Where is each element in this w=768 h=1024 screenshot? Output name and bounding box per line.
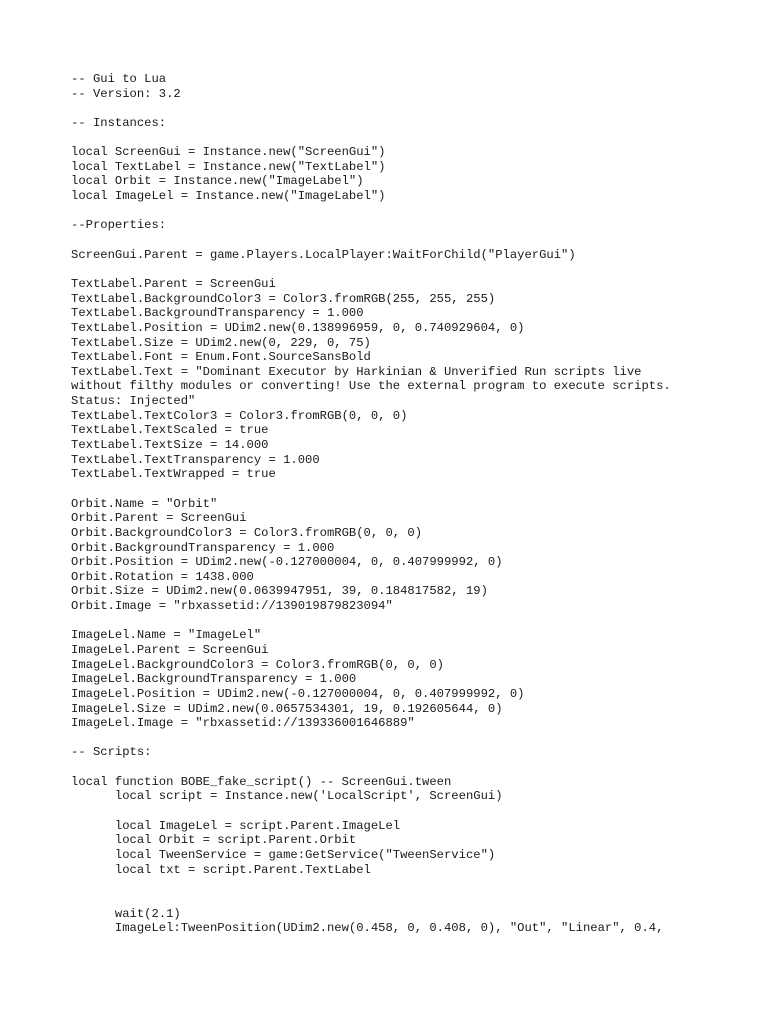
code-line: TextLabel.Size = UDim2.new(0, 229, 0, 75) (71, 335, 371, 350)
code-line (71, 804, 761, 819)
code-line: ImageLel.Name = "ImageLel" (71, 628, 262, 643)
code-line: Status: Injected" (71, 394, 196, 409)
code-line (71, 614, 761, 629)
code-line: ImageLel.Image = "rbxassetid://139336001646889" (71, 716, 415, 731)
code-line: ImageLel:TweenPosition(UDim2.new(0.458, 0, 0.408, 0), "Out", "Linear", 0.4, (71, 921, 664, 936)
code-line (71, 101, 761, 116)
code-line: -- Version: 3.2 (71, 86, 181, 101)
code-line: TextLabel.TextColor3 = Color3.fromRGB(0, 0, 0) (71, 408, 408, 423)
code-line: Orbit.Rotation = 1438.000 (71, 569, 254, 584)
code-line: TextLabel.Position = UDim2.new(0.138996959, 0, 0.740929604, 0) (71, 320, 525, 335)
code-line (71, 262, 761, 277)
code-line: ScreenGui.Parent = game.Players.LocalPlayer:WaitForChild("PlayerGui") (71, 247, 576, 262)
code-line: --Properties: (71, 218, 167, 233)
code-line: local txt = script.Parent.TextLabel (71, 862, 371, 877)
code-line: ImageLel.Size = UDim2.new(0.0657534301, 19, 0.192605644, 0) (71, 701, 503, 716)
code-line: -- Instances: (71, 115, 167, 130)
code-line: TextLabel.TextSize = 14.000 (71, 438, 269, 453)
code-line: TextLabel.TextTransparency = 1.000 (71, 452, 320, 467)
lua-code-listing (71, 72, 761, 936)
code-line: wait(2.1) (71, 906, 181, 921)
code-line: TextLabel.Text = "Dominant Executor by Harkinian & Unverified Run scripts live (71, 364, 642, 379)
code-line: local Orbit = script.Parent.Orbit (71, 833, 357, 848)
code-line: -- Gui to Lua (71, 72, 167, 86)
code-line: -- Scripts: (71, 745, 152, 760)
code-line: local ImageLel = script.Parent.ImageLel (71, 818, 401, 833)
code-line: TextLabel.Parent = ScreenGui (71, 276, 276, 291)
code-line (71, 233, 761, 248)
code-line: Orbit.Position = UDim2.new(-0.127000004, 0, 0.407999992, 0) (71, 555, 503, 570)
code-line: ImageLel.BackgroundTransparency = 1.000 (71, 672, 357, 687)
code-line: local TextLabel = Instance.new("TextLabel") (71, 159, 386, 174)
code-line: ImageLel.Parent = ScreenGui (71, 642, 269, 657)
code-line: local ImageLel = Instance.new("ImageLabel") (71, 189, 386, 204)
code-line (71, 131, 761, 146)
code-line: Orbit.BackgroundColor3 = Color3.fromRGB(0, 0, 0) (71, 525, 423, 540)
code-line: Orbit.Image = "rbxassetid://139019879823094" (71, 599, 393, 614)
code-line: TextLabel.BackgroundColor3 = Color3.fromRGB(255, 255, 255) (71, 291, 496, 306)
code-line: local script = Instance.new('LocalScript', ScreenGui) (71, 789, 503, 804)
code-line: Orbit.Name = "Orbit" (71, 496, 218, 511)
code-line: local ScreenGui = Instance.new("ScreenGui") (71, 145, 386, 160)
code-line: Orbit.Parent = ScreenGui (71, 511, 247, 526)
code-line: TextLabel.Font = Enum.Font.SourceSansBold (71, 350, 371, 365)
code-line (71, 877, 761, 892)
code-line: local TweenService = game:GetService("TweenService") (71, 847, 496, 862)
code-line (71, 892, 761, 907)
code-line: without filthy modules or converting! Use the external program to execute scripts. (71, 379, 671, 394)
code-line (71, 731, 761, 746)
code-line: Orbit.BackgroundTransparency = 1.000 (71, 540, 335, 555)
code-line: ImageLel.Position = UDim2.new(-0.127000004, 0, 0.407999992, 0) (71, 686, 525, 701)
code-line (71, 204, 761, 219)
code-line: Orbit.Size = UDim2.new(0.0639947951, 39, 0.184817582, 19) (71, 584, 488, 599)
code-line: ImageLel.BackgroundColor3 = Color3.fromRGB(0, 0, 0) (71, 657, 444, 672)
code-line (71, 760, 761, 775)
code-line: local function BOBE_fake_script() -- ScreenGui.tween (71, 774, 452, 789)
code-line: TextLabel.BackgroundTransparency = 1.000 (71, 306, 364, 321)
code-line: local Orbit = Instance.new("ImageLabel") (71, 174, 364, 189)
code-line: TextLabel.TextScaled = true (71, 423, 269, 438)
code-line: TextLabel.TextWrapped = true (71, 467, 276, 482)
code-line (71, 482, 761, 497)
